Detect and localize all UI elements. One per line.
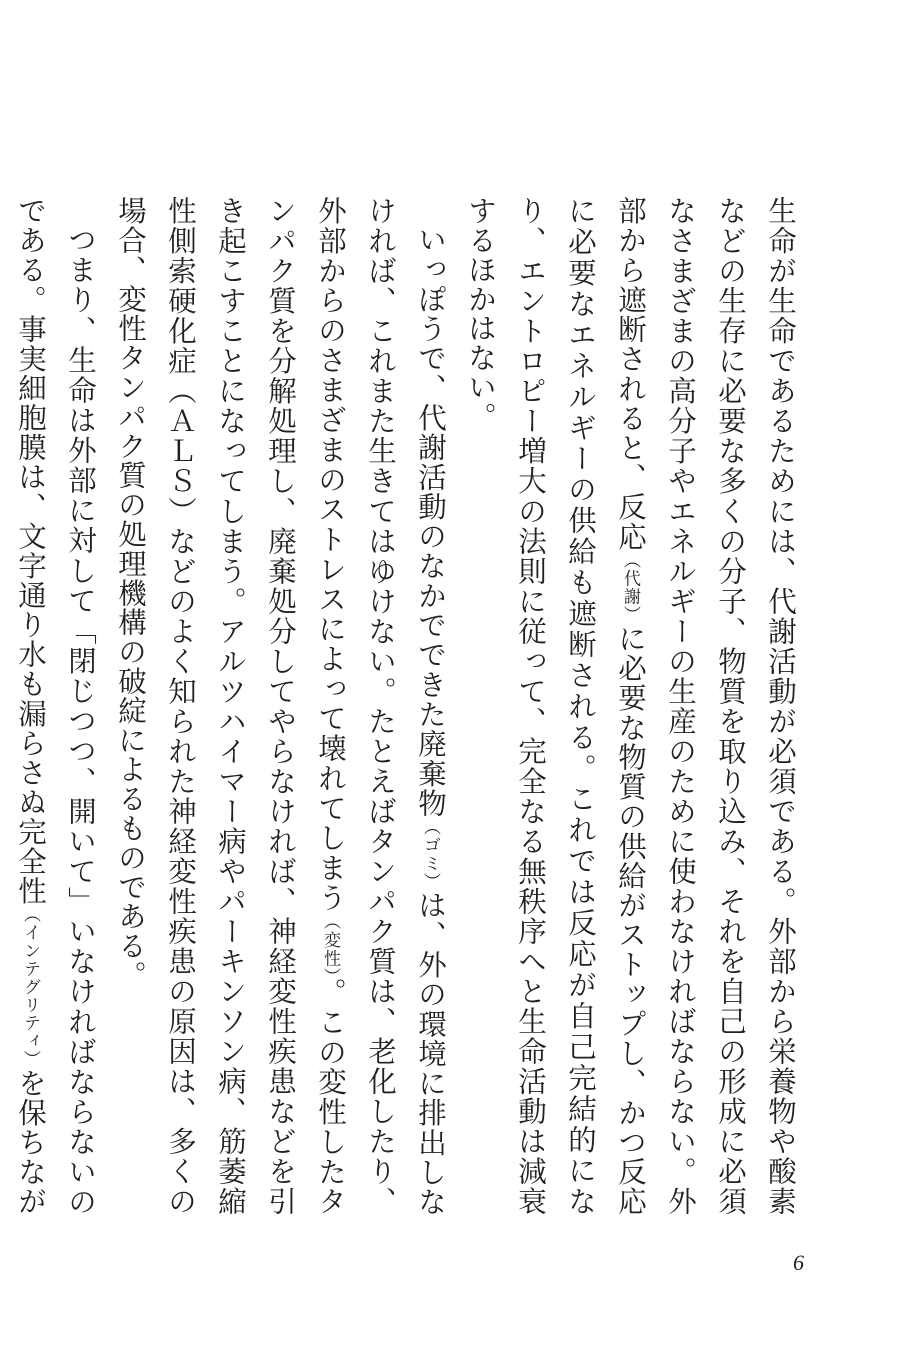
body-text	[14, 196, 805, 1217]
paragraph-3	[0, 196, 105, 1216]
paragraph-1-segment-3: に必要な物質の供給がストップし、かつ反応に必要なエネルギーの供給も遮断される。これでは反応が自己完結的になり、エントロピー増大の法則に従って、完全なる無秩序へと生命活動は減衰するほかはない。	[464, 196, 647, 1216]
paragraph-2-segment-1: いっぽうで、代謝活動のなかでできた廃棄物	[414, 224, 447, 818]
paragraph-2-segment-5: 。この変性したタンパク質を分解処理し、廃棄処分してやらなければ、神経変性疾患などを引き起こすことになってしまう。アルツハイマー病やパーキンソン病、筋萎縮性側索硬化症（ＡＬＳ）などのよく知られた神経変性疾患の原因は、多くの場合、変性タンパク質の処理機構の破綻によるものである。	[114, 196, 347, 1216]
paragraph-1-annotation-taisha: （代謝）	[620, 551, 640, 624]
paragraph-3-annotation-integrity: （インテグリティ）	[20, 905, 40, 1069]
paragraph-2-annotation-gomi: （ゴミ）	[420, 817, 440, 891]
paragraph-2-annotation-hensei: （変性）	[320, 912, 340, 978]
paragraph-2-segment-3: は、外の環境に排出しなければ、これまた生きてはゆけない。たとえばタンパク質は、老化したり、外部からのさまざまのストレスによって壊れてしまう	[314, 196, 447, 1217]
paragraph-2	[105, 196, 455, 1216]
page-number: 6	[793, 1250, 804, 1275]
paragraph-1	[455, 196, 805, 1216]
paragraph-3-segment-1: つまり、生命は外部に対して「閉じつつ、開いて」いなければならないのである。事実細胞膜は、文字通り水も漏らさぬ完全性	[14, 196, 97, 1216]
paragraph-3-segment-3: を保ちなが	[14, 1068, 47, 1217]
paragraph-1-segment-1: 生命が生命であるためには、代謝活動が必須である。外部から栄養物や酸素などの生存に必要な多くの分子、物質を取り込み、それを自己の形成に必須なさまざまの高分子やエネルギーの生産のために使わなければならない。外部から遮断されると、反応	[614, 196, 797, 1216]
